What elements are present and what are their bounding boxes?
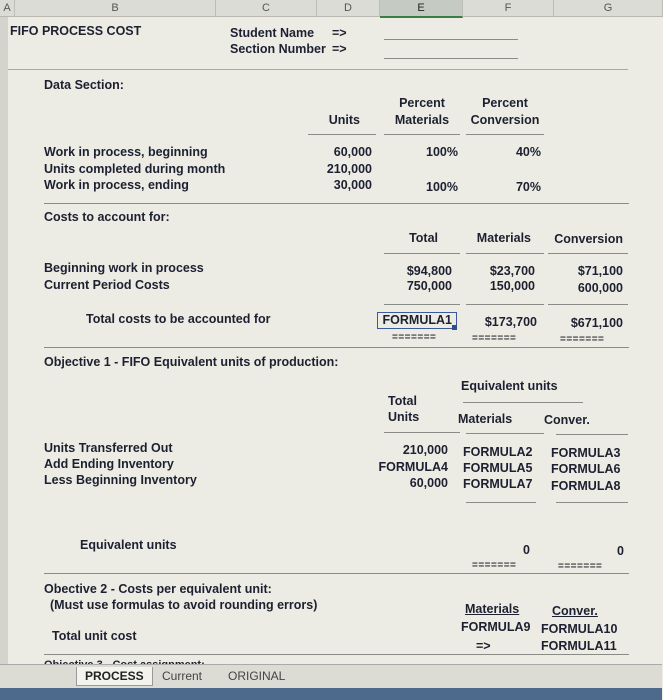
obj1-conver-header: Conver.	[544, 413, 590, 427]
wip-ending-label[interactable]: Work in process, ending	[44, 178, 189, 192]
total-costs-materials[interactable]: $173,700	[484, 315, 537, 329]
equivalent-units-header: Equivalent units	[461, 379, 558, 393]
wip-ending-units[interactable]: 30,000	[333, 178, 372, 192]
unit-cost-materials-formula[interactable]: FORMULA9	[461, 620, 531, 634]
add-ending-inventory-conversion[interactable]: FORMULA6	[551, 462, 621, 476]
equivalent-units-double-rule-materials: =======	[472, 560, 517, 571]
status-bar	[0, 688, 662, 700]
costs-subtotal-underline-conversion	[548, 304, 628, 305]
beginning-wip-conversion[interactable]: $71,100	[577, 264, 623, 278]
units-transferred-out-materials[interactable]: FORMULA2	[463, 445, 533, 459]
current-period-costs-conversion[interactable]: 600,000	[577, 281, 623, 295]
column-header-a[interactable]: A	[0, 0, 15, 17]
wip-beginning-label[interactable]: Work in process, beginning	[44, 145, 208, 159]
objective2-divider	[44, 654, 629, 655]
obj2-materials-header: Materials	[465, 602, 520, 616]
objective1-label: Objective 1 - FIFO Equivalent units of production:	[44, 355, 339, 369]
column-header-g[interactable]: G	[554, 0, 663, 17]
obj2-conver-header: Conver.	[552, 604, 598, 618]
header-percent-conversion-1: Percent	[482, 96, 528, 110]
obj1-materials-header: Materials	[458, 412, 513, 426]
sheet-tab-bar	[0, 664, 662, 689]
row-gutter	[0, 17, 8, 664]
sheet-title[interactable]: FIFO PROCESS COST	[10, 24, 142, 38]
costs-header-underline-total	[384, 253, 460, 254]
tab-original[interactable]: ORIGINAL	[228, 669, 286, 683]
equivalent-units-label[interactable]: Equivalent units	[80, 538, 177, 552]
student-name-input-line[interactable]	[384, 39, 518, 40]
total-units-header-1: Total	[388, 394, 417, 408]
column-header-b[interactable]: B	[15, 0, 216, 17]
column-header-c[interactable]: C	[216, 0, 317, 17]
section-number-input-line[interactable]	[384, 58, 518, 59]
add-ending-inventory-label[interactable]: Add Ending Inventory	[44, 457, 174, 471]
costs-header-materials: Materials	[476, 231, 531, 245]
total-costs-total-formula[interactable]: FORMULA1	[382, 313, 452, 327]
tab-process[interactable]: PROCESS	[76, 667, 153, 686]
costs-header-total: Total	[409, 231, 438, 245]
data-section-label: Data Section:	[44, 78, 124, 92]
header-underline-materials	[384, 134, 460, 135]
units-transferred-out-conversion[interactable]: FORMULA3	[551, 446, 621, 460]
units-transferred-out-label[interactable]: Units Transferred Out	[44, 441, 173, 455]
current-period-costs-total[interactable]: 750,000	[406, 279, 452, 293]
unit-cost-conversion-formula[interactable]: FORMULA10	[541, 622, 618, 636]
costs-section-divider	[44, 347, 629, 348]
student-name-label[interactable]: Student Name	[230, 26, 315, 40]
column-header-e[interactable]: E	[380, 0, 463, 18]
total-costs-double-rule-total: =======	[392, 332, 437, 343]
current-period-costs-label[interactable]: Current Period Costs	[44, 278, 170, 292]
costs-section-label: Costs to account for:	[44, 210, 170, 224]
costs-header-underline-materials	[466, 253, 544, 254]
header-percent-conversion-2: Conversion	[470, 113, 540, 127]
less-beginning-inventory-materials[interactable]: FORMULA7	[463, 477, 533, 491]
wip-ending-materials[interactable]: 100%	[426, 180, 458, 194]
unit-cost-arrow: =>	[476, 639, 491, 653]
equivalent-units-materials[interactable]: 0	[523, 543, 530, 557]
beginning-wip-total[interactable]: $94,800	[406, 264, 452, 278]
total-costs-double-rule-materials: =======	[472, 333, 517, 344]
current-period-costs-materials[interactable]: 150,000	[489, 279, 535, 293]
wip-beginning-units[interactable]: 60,000	[333, 145, 372, 159]
objective2-note: (Must use formulas to avoid rounding errors)	[50, 598, 318, 612]
obj1-header-underline-total	[384, 432, 460, 433]
units-completed-units[interactable]: 210,000	[326, 162, 372, 176]
header-units: Units	[328, 113, 360, 127]
units-completed-label[interactable]: Units completed during month	[44, 162, 226, 176]
costs-header-underline-conversion	[548, 253, 628, 254]
total-costs-label[interactable]: Total costs to be accounted for	[86, 312, 271, 326]
tab-current[interactable]: Current	[162, 669, 203, 683]
header-percent-materials-2: Materials	[394, 113, 450, 127]
wip-beginning-conversion[interactable]: 40%	[515, 145, 541, 159]
costs-subtotal-underline-materials	[466, 304, 544, 305]
wip-ending-conversion[interactable]: 70%	[515, 180, 541, 194]
equivalent-units-conversion[interactable]: 0	[617, 544, 624, 558]
student-name-arrow: =>	[332, 26, 347, 40]
total-unit-cost-formula[interactable]: FORMULA11	[541, 639, 617, 653]
data-section-divider	[44, 203, 629, 204]
equivalent-units-header-underline	[463, 402, 583, 403]
less-beginning-inventory-label[interactable]: Less Beginning Inventory	[44, 473, 197, 487]
header-underline-conversion	[466, 134, 544, 135]
add-ending-inventory-materials[interactable]: FORMULA5	[463, 461, 533, 475]
total-costs-double-rule-conversion: =======	[560, 334, 605, 345]
header-underline-units	[308, 134, 376, 135]
obj1-subtotal-underline-materials	[466, 502, 536, 503]
fill-handle[interactable]	[452, 325, 457, 330]
total-costs-conversion[interactable]: $671,100	[570, 316, 623, 330]
less-beginning-inventory-total[interactable]: 60,000	[409, 476, 448, 490]
obj1-header-underline-conver	[556, 434, 628, 435]
header-percent-materials-1: Percent	[399, 96, 445, 110]
column-header-f[interactable]: F	[463, 0, 554, 17]
costs-header-conversion: Conversion	[554, 232, 623, 246]
wip-beginning-materials[interactable]: 100%	[426, 145, 458, 159]
objective1-divider	[44, 573, 629, 574]
equivalent-units-double-rule-conversion: =======	[558, 561, 603, 572]
beginning-wip-materials[interactable]: $23,700	[489, 264, 535, 278]
obj1-subtotal-underline-conver	[556, 502, 628, 503]
total-units-header-2: Units	[388, 410, 420, 424]
title-divider	[8, 69, 628, 70]
section-number-label[interactable]: Section Number	[230, 42, 326, 56]
beginning-wip-label[interactable]: Beginning work in process	[44, 261, 204, 275]
column-header-d[interactable]: D	[317, 0, 380, 17]
units-transferred-out-total[interactable]: 210,000	[402, 443, 448, 457]
total-unit-cost-label[interactable]: Total unit cost	[52, 629, 137, 643]
add-ending-inventory-total[interactable]: FORMULA4	[378, 460, 448, 474]
section-number-arrow: =>	[332, 42, 347, 56]
obj1-header-underline-materials	[466, 433, 544, 434]
less-beginning-inventory-conversion[interactable]: FORMULA8	[551, 479, 621, 493]
objective2-label: Obective 2 - Costs per equivalent unit:	[44, 582, 272, 596]
costs-subtotal-underline-total	[384, 304, 460, 305]
